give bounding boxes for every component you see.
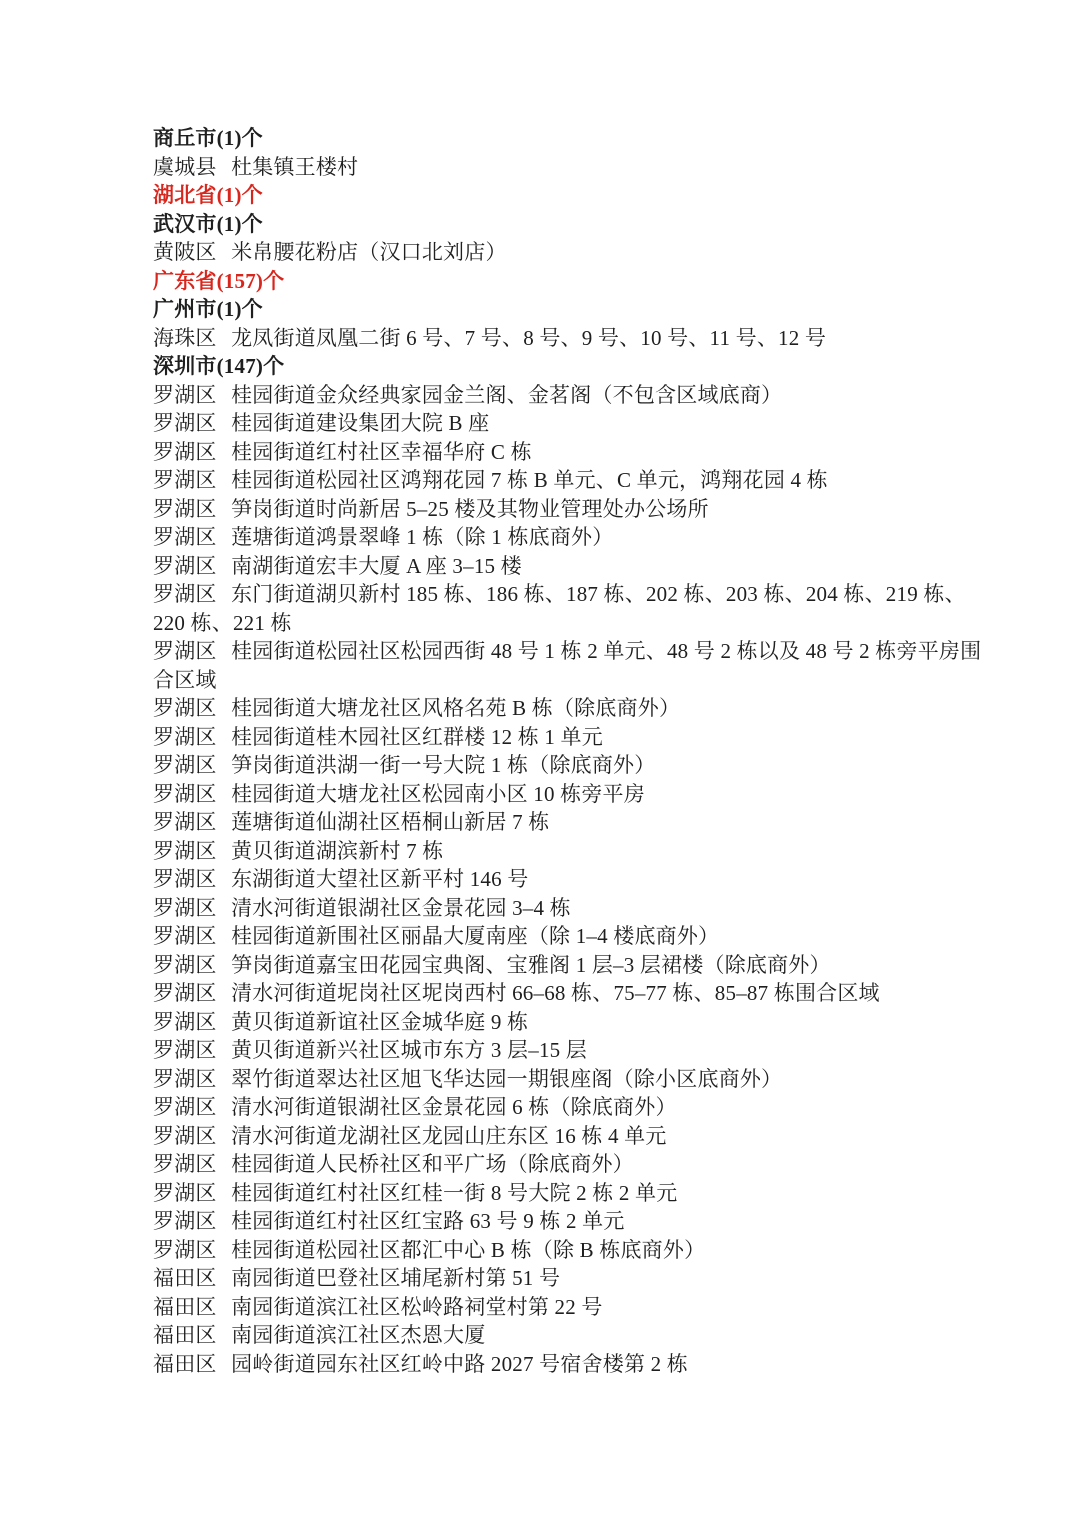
address-row xyxy=(153,894,989,923)
address-text: 桂园街道桂木园社区红群楼 12 栋 1 单元 xyxy=(231,724,603,749)
district-label: 福田区 xyxy=(153,1294,217,1319)
header-label: 广州市(1)个 xyxy=(153,297,263,321)
district-label: 罗湖区 xyxy=(153,696,217,720)
address-row xyxy=(153,979,989,1008)
district-label: 罗湖区 xyxy=(153,639,217,663)
address-text: 园岭街道园东社区红岭中路 2027 号宿舍楼第 2 栋 xyxy=(231,1351,688,1376)
address-row xyxy=(153,1122,989,1151)
address-row xyxy=(153,723,989,752)
address-row xyxy=(153,1093,989,1122)
district-label: 罗湖区 xyxy=(153,1123,217,1148)
district-label: 罗湖区 xyxy=(153,952,217,977)
city-header-row xyxy=(153,210,989,239)
address-row xyxy=(153,466,989,495)
district-label: 罗湖区 xyxy=(153,1209,217,1233)
address-text: 桂园街道红村社区红宝路 63 号 9 栋 2 单元 xyxy=(231,1209,625,1233)
address-text: 桂园街道金众经典家园金兰阁、金茗阁（不包含区域底商） xyxy=(231,382,783,407)
district-label: 黄陂区 xyxy=(153,240,217,264)
address-row xyxy=(153,1036,989,1065)
district-label: 罗湖区 xyxy=(153,439,217,464)
address-row xyxy=(153,1065,989,1094)
header-label: 广东省(157)个 xyxy=(153,268,285,293)
address-row xyxy=(153,1008,989,1037)
address-row xyxy=(153,694,989,723)
district-label: 罗湖区 xyxy=(153,810,217,834)
address-row xyxy=(153,837,989,866)
address-row xyxy=(153,951,989,980)
address-row xyxy=(153,1350,989,1379)
header-label: 深圳市(147)个 xyxy=(153,354,285,378)
district-label: 罗湖区 xyxy=(153,753,217,777)
district-label: 罗湖区 xyxy=(153,1009,217,1034)
district-label: 罗湖区 xyxy=(153,525,217,549)
address-text: 清水河街道银湖社区金景花园 6 栋（除底商外） xyxy=(231,1095,677,1119)
address-row xyxy=(153,1207,989,1236)
address-row xyxy=(153,1293,989,1322)
address-row xyxy=(153,552,989,581)
address-text: 东湖街道大望社区新平村 146 号 xyxy=(231,867,529,891)
address-row xyxy=(153,495,989,524)
district-label: 罗湖区 xyxy=(153,724,217,749)
address-row xyxy=(153,409,989,438)
address-text: 桂园街道红村社区红桂一街 8 号大院 2 栋 2 单元 xyxy=(231,1180,678,1205)
address-text: 黄贝街道新兴社区城市东方 3 层–15 层 xyxy=(231,1038,588,1062)
district-label: 罗湖区 xyxy=(153,553,217,578)
header-label: 湖北省(1)个 xyxy=(153,183,263,207)
address-row xyxy=(153,780,989,809)
address-text: 笋岗街道时尚新居 5–25 楼及其物业管理处办公场所 xyxy=(231,496,709,521)
address-text: 清水河街道银湖社区金景花园 3–4 栋 xyxy=(231,895,571,920)
address-text: 桂园街道大塘龙社区风格名苑 B 栋（除底商外） xyxy=(231,696,681,720)
address-text: 桂园街道松园社区都汇中心 B 栋（除 B 栋底商外） xyxy=(231,1237,706,1262)
address-text: 笋岗街道洪湖一街一号大院 1 栋（除底商外） xyxy=(231,753,656,777)
address-row xyxy=(153,153,989,182)
address-text: 莲塘街道仙湖社区梧桐山新居 7 栋 xyxy=(231,810,550,834)
header-label: 商丘市(1)个 xyxy=(153,126,263,150)
district-label: 罗湖区 xyxy=(153,582,217,606)
district-label: 罗湖区 xyxy=(153,838,217,863)
address-text: 桂园街道红村社区幸福华府 C 栋 xyxy=(231,439,532,464)
district-label: 罗湖区 xyxy=(153,895,217,920)
address-text: 清水河街道坭岗社区坭岗西村 66–68 栋、75–77 栋、85–87 栋围合区域 xyxy=(231,981,880,1005)
address-row xyxy=(153,1150,989,1179)
address-row xyxy=(153,922,989,951)
header-label: 武汉市(1)个 xyxy=(153,211,263,236)
address-row xyxy=(153,381,989,410)
address-text: 莲塘街道鸿景翠峰 1 栋（除 1 栋底商外） xyxy=(231,525,614,549)
district-label: 罗湖区 xyxy=(153,411,217,435)
district-label: 虞城县 xyxy=(153,154,217,179)
address-text: 翠竹街道翠达社区旭飞华达园一期银座阁（除小区底商外） xyxy=(231,1066,783,1091)
district-label: 福田区 xyxy=(153,1351,217,1376)
district-label: 罗湖区 xyxy=(153,1038,217,1062)
city-header-row xyxy=(153,295,989,324)
province-header-row xyxy=(153,267,989,296)
risk-area-list xyxy=(153,124,989,1378)
district-label: 罗湖区 xyxy=(153,1095,217,1119)
address-row xyxy=(153,865,989,894)
address-text: 南湖街道宏丰大厦 A 座 3–15 楼 xyxy=(231,553,522,578)
address-row xyxy=(153,324,989,353)
address-text: 杜集镇王楼村 xyxy=(231,154,359,179)
address-text: 桂园街道松园社区鸿翔花园 7 栋 B 单元、C 单元，鸿翔花园 4 栋 xyxy=(231,468,828,492)
address-text: 南园街道滨江社区杰恩大厦 xyxy=(231,1323,486,1347)
address-text: 笋岗街道嘉宝田花园宝典阁、宝雅阁 1 层–3 层裙楼（除底商外） xyxy=(231,952,831,977)
city-header-row xyxy=(153,352,989,381)
district-label: 罗湖区 xyxy=(153,468,217,492)
address-row xyxy=(153,1236,989,1265)
city-header-row xyxy=(153,124,989,153)
address-text: 黄贝街道新谊社区金城华庭 9 栋 xyxy=(231,1009,529,1034)
district-label: 罗湖区 xyxy=(153,1180,217,1205)
address-row xyxy=(153,808,989,837)
address-text: 龙凤街道凤凰二街 6 号、7 号、8 号、9 号、10 号、11 号、12 号 xyxy=(231,325,827,350)
district-label: 罗湖区 xyxy=(153,924,217,948)
province-header-row xyxy=(153,181,989,210)
address-row xyxy=(153,637,989,694)
address-row xyxy=(153,438,989,467)
address-row xyxy=(153,238,989,267)
district-label: 罗湖区 xyxy=(153,1152,217,1176)
address-text: 黄贝街道湖滨新村 7 栋 xyxy=(231,838,444,863)
address-text: 桂园街道人民桥社区和平广场（除底商外） xyxy=(231,1152,634,1176)
district-label: 福田区 xyxy=(153,1323,217,1347)
address-text: 东门街道湖贝新村 185 栋、186 栋、187 栋、202 栋、203 栋、204 栋、219 栋、220 栋、221 栋 xyxy=(153,582,966,635)
district-label: 罗湖区 xyxy=(153,867,217,891)
district-label: 罗湖区 xyxy=(153,781,217,806)
district-label: 海珠区 xyxy=(153,325,217,350)
district-label: 罗湖区 xyxy=(153,1066,217,1091)
address-row xyxy=(153,1321,989,1350)
district-label: 罗湖区 xyxy=(153,382,217,407)
district-label: 罗湖区 xyxy=(153,981,217,1005)
address-text: 南园街道巴登社区埔尾新村第 51 号 xyxy=(231,1266,561,1290)
address-text: 桂园街道建设集团大院 B 座 xyxy=(231,411,490,435)
address-text: 桂园街道新围社区丽晶大厦南座（除 1–4 楼底商外） xyxy=(231,924,720,948)
address-text: 桂园街道大塘龙社区松园南小区 10 栋旁平房 xyxy=(231,781,645,806)
address-text: 清水河街道龙湖社区龙园山庄东区 16 栋 4 单元 xyxy=(231,1123,667,1148)
address-row xyxy=(153,1264,989,1293)
address-row xyxy=(153,523,989,552)
address-row xyxy=(153,580,989,637)
address-text: 米帛腰花粉店（汉口北刘店） xyxy=(231,240,507,264)
address-text: 南园街道滨江社区松岭路祠堂村第 22 号 xyxy=(231,1294,603,1319)
district-label: 罗湖区 xyxy=(153,496,217,521)
district-label: 福田区 xyxy=(153,1266,217,1290)
address-row xyxy=(153,751,989,780)
address-text: 桂园街道松园社区松园西街 48 号 1 栋 2 单元、48 号 2 栋以及 48 号 2 栋旁平房围合区域 xyxy=(153,639,982,692)
district-label: 罗湖区 xyxy=(153,1237,217,1262)
address-row xyxy=(153,1179,989,1208)
